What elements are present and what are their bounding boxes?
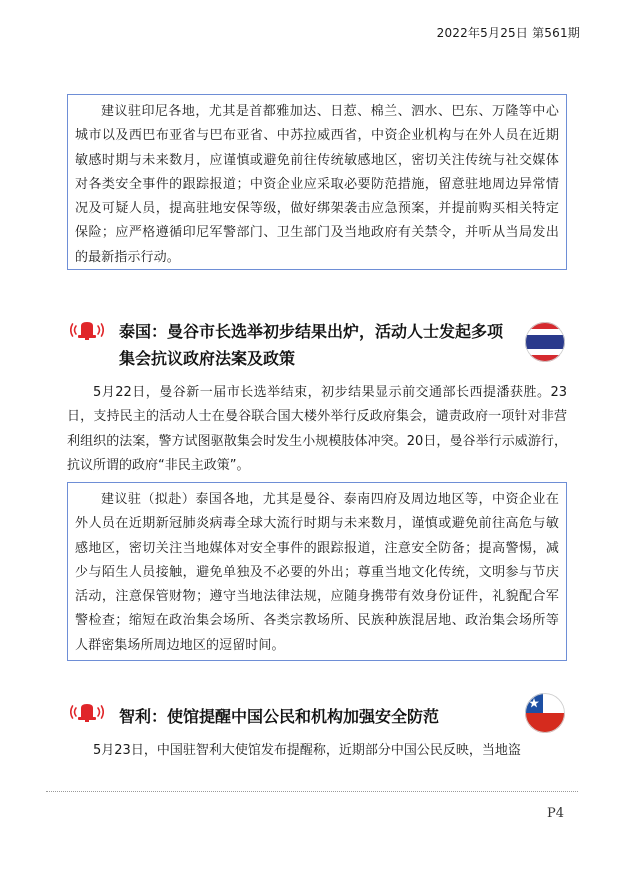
issue-date: 2022年5月25日 第561期 [436,26,580,40]
advice-text: 建议驻（拟赴）泰国各地，尤其是曼谷、泰南四府及周边地区等，中资企业在外人员在近期新冠肺炎病毒全球大流行时期与未来数月，谨慎或避免前往高危与敏感地区，密切关注当地媒体对安全事件的跟踪报道，注意安全防备；提高警惕，减少与陌生人员接触，避免单独及不必要的外出；尊重当地文化传统，文明参与节庆活动，注意保管财物；遵守当地法律法规，应随身携带有效身份证件，礼貌配合军警检查；缩短在政治集会场所、各类宗教场所、民族种族混居地、政治集会场所等人群密集场所周边地区的逗留时间。 [75,492,559,653]
section-body-chile [67,739,567,763]
body-text: 5月23日，中国驻智利大使馆发布提醒称，近期部分中国公民反映，当地盗 [93,743,521,758]
advice-text: 建议驻印尼各地，尤其是首都雅加达、日惹、棉兰、泗水、巴东、万隆等中心城市以及西巴布亚省与巴布亚省、中苏拉威西省，中资企业机构与在外人员在近期敏感时期与未来数月，应谨慎或避免前往传统敏感地区，密切关注传统与社交媒体对各类安全事件的跟踪报道；中资企业应采取必要防范措施，留意驻地周边异常情况及可疑人员，提高驻地安保等级，做好绑架袭击应急预案，并提前购买相关特定保险；应严格遵循印尼军警部门、卫生部门及当地政府有关禁令，并听从当局发出的最新指示行动。 [75,104,559,265]
alarm-bell-icon [70,321,104,343]
section-title-thailand: 泰国：曼谷市长选举初步结果出炉，活动人士发起多项集会抗议政府法案及政策 [119,322,504,368]
section-body-thailand [67,381,567,478]
advice-box-thailand [67,482,567,661]
alarm-bell-icon [70,703,104,725]
thailand-flag-icon [525,322,565,362]
chile-flag-icon [525,693,565,733]
page-number: P4 [546,806,564,821]
body-text: 5月22日，曼谷新一届市长选举结束，初步结果显示前交通部长西提潘获胜。23日，支持民主的活动人士在曼谷联合国大楼外举行反政府集会，谴责政府一项针对非营利组织的法案，警方试图驱散集会时发生小规模肢体冲突。20日，曼谷举行示威游行，抗议所谓的政府“非民主政策”。 [67,385,567,473]
footer-divider [46,791,578,792]
section-title-chile: 智利：使馆提醒中国公民和机构加强安全防范 [119,707,440,726]
advice-box-indonesia [67,94,567,270]
